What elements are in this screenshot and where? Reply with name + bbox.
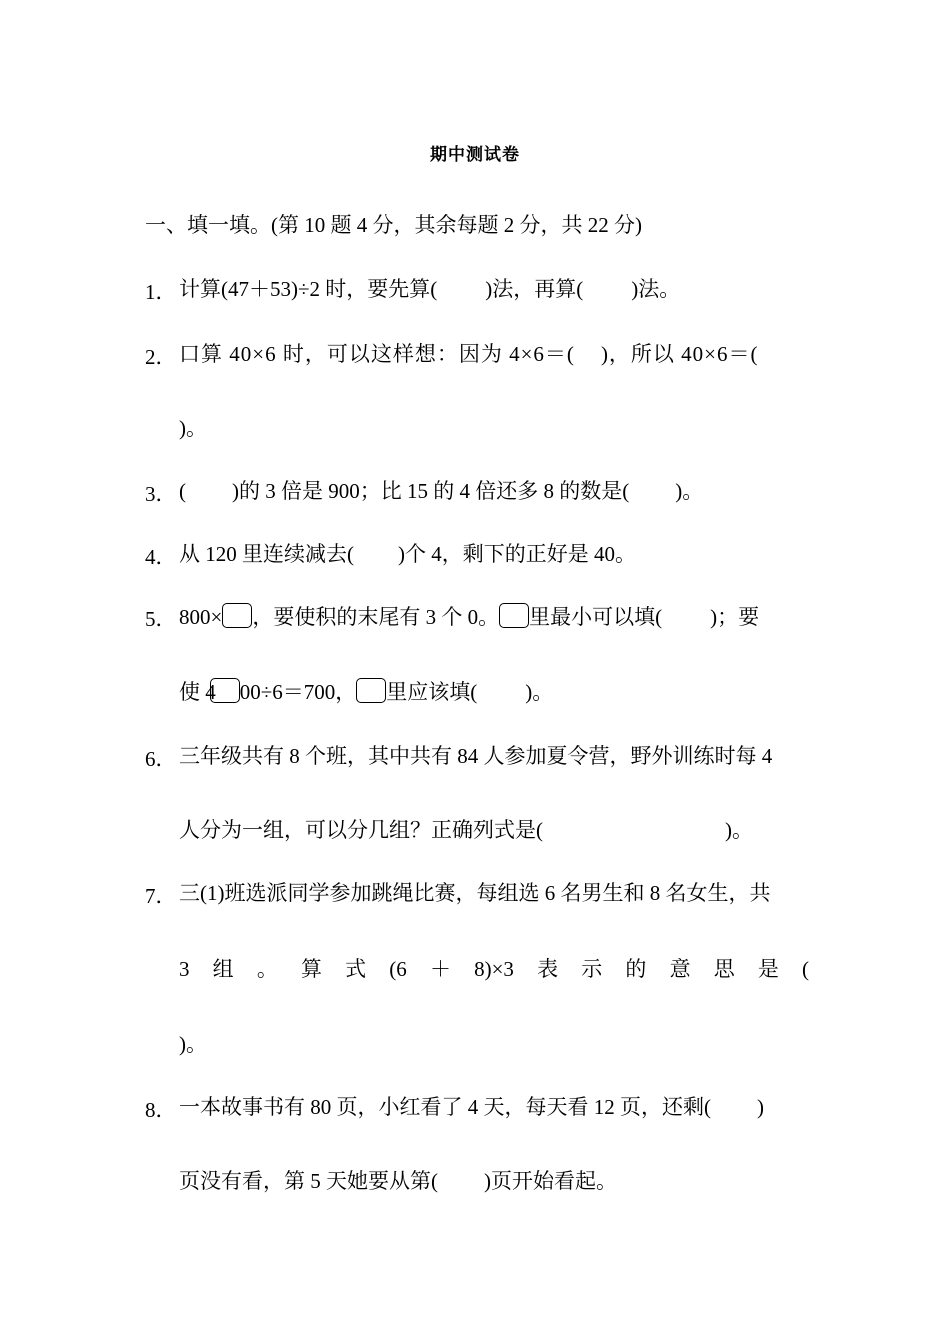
question-text: 示 [581,957,603,981]
question-text: )，所以 40×6＝( [600,342,759,366]
question-text: )的 3 倍是 900；比 15 的 4 倍还多 8 的数是( [232,479,630,503]
question-text: 三(1)班选派同学参加跳绳比赛，每组选 6 名男生和 8 名女生，共 [179,881,771,905]
question-number: 4． [145,545,177,569]
question-text: 式 [345,957,367,981]
question-text: ( [179,479,186,503]
question-text: 里应该填( [386,680,478,704]
answer-box[interactable] [356,678,386,703]
question-text: 组 [212,957,234,981]
question-number: 6． [145,747,177,771]
question-text: 页没有看，第 5 天她要从第( [179,1169,438,1193]
question-text: )页开始看起。 [484,1169,617,1193]
question-text: )个 4，剩下的正好是 40。 [398,542,636,566]
question-text: ( [802,957,810,981]
question-text: 8)×3 [474,957,514,981]
question-text: 从 120 里连续减去( [179,542,354,566]
question-text: 一本故事书有 80 页，小红看了 4 天，每天看 12 页，还剩( [179,1095,711,1119]
question-text: )。 [675,479,704,503]
question-text: 口算 40×6 时，可以这样想：因为 4×6＝( [179,342,575,366]
answer-box[interactable] [499,603,529,628]
question-text: 算 [300,957,322,981]
question-text: 意 [669,957,691,981]
question-text: 三年级共有 8 个班，其中共有 84 人参加夏令营，野外训练时每 4 [179,744,773,768]
question-text: 是 [757,957,779,981]
question-text: (6 [389,957,407,981]
question-text: )；要 [710,605,760,629]
question-text: )。 [525,680,554,704]
question-text: ＋ [429,957,451,981]
question-text: 使 4 [179,680,216,704]
question-text: )法，再算( [485,277,584,301]
question-number: 7． [145,884,177,908]
question-text: 3 [179,957,190,981]
question-text: 思 [713,957,735,981]
question-number: 8． [145,1098,177,1122]
question-text: ，要使积的末尾有 3 个 0。 [252,605,500,629]
section-heading: 一、填一填。(第 10 题 4 分，其余每题 2 分，共 22 分) [145,213,642,237]
justified-line [179,956,809,982]
answer-box[interactable] [210,678,240,703]
question-number: 2． [145,345,177,369]
question-text: 。 [256,957,278,981]
answer-box[interactable] [222,603,252,628]
question-text: )。 [725,818,753,842]
question-text: )。 [179,1032,207,1056]
question-text: 00÷6＝700， [239,680,357,704]
question-text: 计算(47＋53)÷2 时，要先算( [179,277,438,301]
question-text: 的 [625,957,647,981]
page-title: 期中测试卷 [430,145,520,165]
question-number: 1． [145,280,177,304]
question-text: 表 [537,957,559,981]
question-text: 800× [179,605,223,629]
question-text: )法。 [631,277,681,301]
question-text: ) [757,1095,764,1119]
question-text: 里最小可以填( [529,605,663,629]
question-text: 人分为一组，可以分几组？正确列式是( [179,818,543,842]
question-number: 5． [145,607,177,631]
question-number: 3． [145,482,177,506]
question-text: )。 [179,416,207,440]
